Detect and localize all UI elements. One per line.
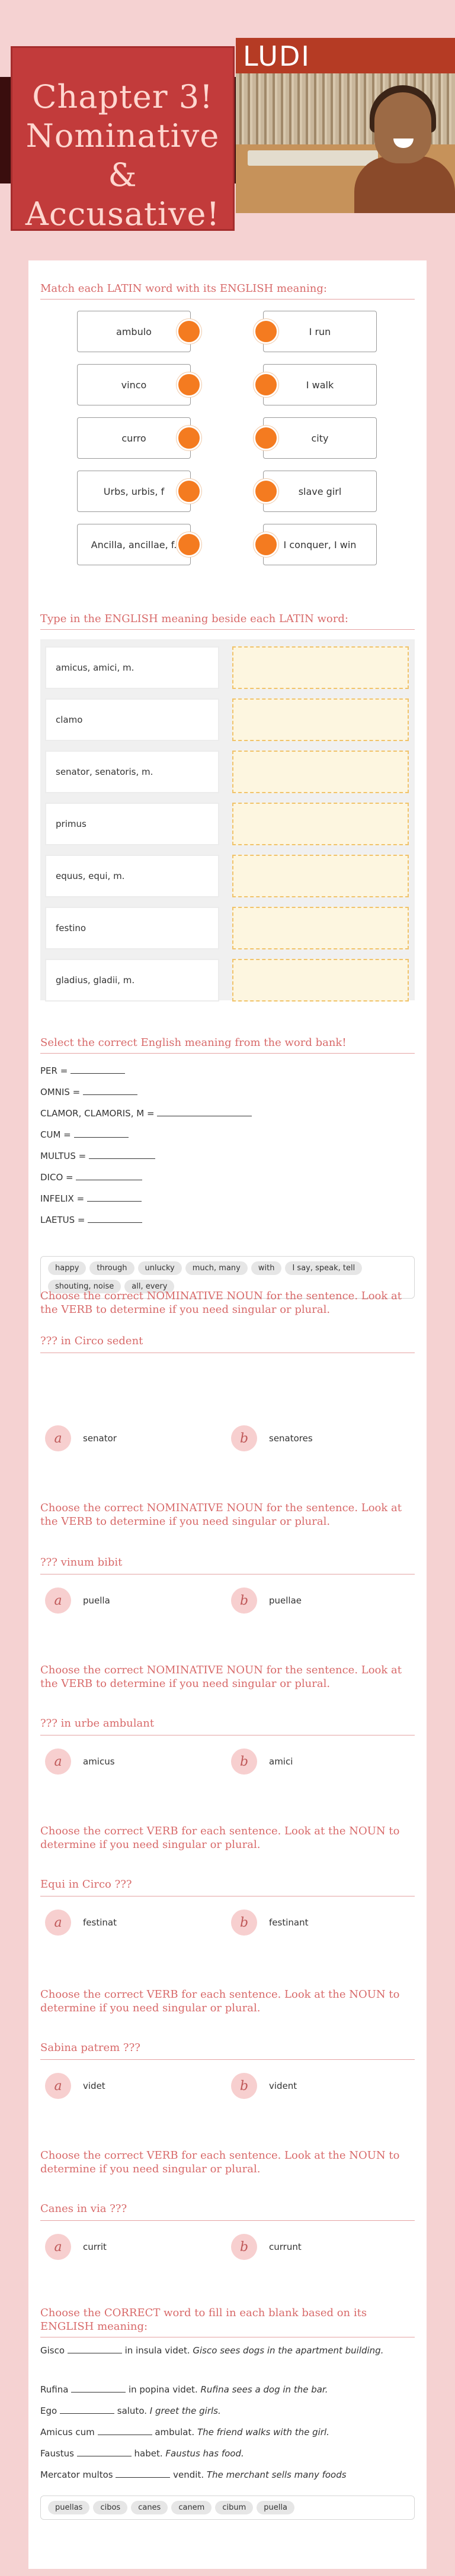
match-left-dot[interactable] <box>177 532 201 557</box>
fill-sentence <box>40 2403 415 2419</box>
question-instruction: Choose the correct NOMINATIVE NOUN for the sentence. Look at the VERB to determine if you need singular or plural. <box>40 1290 402 1316</box>
section-wordbank-title: Select the correct English meaning from the word bank! <box>40 1036 415 1054</box>
question-instruction: Choose the correct NOMINATIVE NOUN for the sentence. Look at the VERB to determine if you need singular or plural. <box>40 1664 402 1690</box>
option-a[interactable] <box>45 1749 115 1775</box>
type-latin-word: gladius, gladii, m. <box>45 959 219 1002</box>
option-a-badge: a <box>45 1588 71 1614</box>
fill-english: The friend walks with the girl. <box>197 2427 329 2437</box>
fill-word-chip[interactable]: puellas <box>48 2501 89 2514</box>
option-b[interactable] <box>231 1910 308 1936</box>
question-instruction: Choose the correct VERB for each sentence. Look at the NOUN to determine if you need singular or plural. <box>40 1825 400 1851</box>
match-right-dot[interactable] <box>254 426 278 450</box>
fill-sentence <box>40 2467 415 2482</box>
type-latin-word: primus <box>45 803 219 845</box>
type-answer-input[interactable] <box>232 803 409 845</box>
fill-pre: Rufina <box>40 2384 69 2395</box>
hero-spina <box>248 150 378 166</box>
fill-english: Rufina sees a dog in the bar. <box>200 2384 328 2395</box>
match-left-5[interactable]: Ancilla, ancillae, f. <box>77 524 191 565</box>
option-a-label: senator <box>83 1433 117 1444</box>
title-box <box>11 46 235 231</box>
word-chip[interactable]: I say, speak, tell <box>285 1261 362 1275</box>
page-title-line-2: Nominative <box>25 117 220 154</box>
option-a[interactable] <box>45 2234 107 2260</box>
fill-sentence <box>40 2382 415 2397</box>
wordbank-blank[interactable] <box>88 1222 142 1223</box>
match-right-3[interactable]: city <box>263 417 377 459</box>
wordbank-item-label: CUM = <box>40 1129 71 1140</box>
fill-english: The merchant sells many foods <box>206 2469 347 2480</box>
section-type-title: Type in the ENGLISH meaning beside each LATIN word: <box>40 612 415 630</box>
question-prompt: Canes in via ??? <box>40 2202 415 2221</box>
option-a-label: amicus <box>83 1756 115 1767</box>
fill-blank[interactable] <box>116 2477 170 2478</box>
option-a-badge: a <box>45 1425 71 1451</box>
page-title <box>12 78 233 234</box>
wordbank-blank[interactable] <box>83 1094 137 1095</box>
option-b-label: festinant <box>269 1917 309 1928</box>
match-right-2[interactable]: I walk <box>263 364 377 405</box>
wordbank-item-label: CLAMOR, CLAMORIS, M = <box>40 1108 155 1119</box>
fill-pre: Amicus cum <box>40 2427 95 2437</box>
option-b-badge: b <box>231 1910 257 1936</box>
section-match-title: Match each LATIN word with its ENGLISH meaning: <box>40 282 415 300</box>
option-b-badge: b <box>231 1749 257 1775</box>
match-right-4[interactable]: slave girl <box>263 471 377 512</box>
question-instruction: Choose the correct VERB for each sentence. Look at the NOUN to determine if you need singular or plural. <box>40 1988 400 2014</box>
hero-figure-head <box>374 92 431 163</box>
fill-english: Faustus has food. <box>165 2448 244 2459</box>
option-a-badge: a <box>45 1910 71 1936</box>
wordbank-item <box>40 1172 142 1183</box>
page-title-line-3: & Accusative! <box>25 156 220 233</box>
type-answer-input[interactable] <box>232 959 409 1002</box>
fill-english: Gisco sees dogs in the apartment building. <box>193 2345 384 2356</box>
fill-sentence <box>40 2343 415 2358</box>
fill-post: habet. <box>134 2448 163 2459</box>
word-chip[interactable]: through <box>89 1261 134 1275</box>
match-right-dot[interactable] <box>254 372 278 397</box>
fill-sentence <box>40 2446 415 2461</box>
wordbank-item-label: DICO = <box>40 1172 73 1183</box>
fill-pre: Gisco <box>40 2345 65 2356</box>
question-instruction: Choose the correct VERB for each sentence. Look at the NOUN to determine if you need singular or plural. <box>40 2149 400 2175</box>
match-right-5[interactable]: I conquer, I win <box>263 524 377 565</box>
option-a[interactable] <box>45 1425 117 1451</box>
fill-pre: Faustus <box>40 2448 74 2459</box>
wordbank-item-label: LAETUS = <box>40 1215 85 1225</box>
type-latin-word: festino <box>45 907 219 949</box>
section-fill-title: Choose the CORRECT word to fill in each blank based on its ENGLISH meaning: <box>40 2306 415 2337</box>
word-chip[interactable]: happy <box>48 1261 86 1275</box>
fill-word-bank <box>40 2496 415 2520</box>
question-prompt: ??? in Circo sedent <box>40 1334 415 1353</box>
option-b-badge: b <box>231 2073 257 2099</box>
question-prompt: Equi in Circo ??? <box>40 1878 415 1896</box>
option-a-badge: a <box>45 2234 71 2260</box>
wordbank-item <box>40 1087 137 1097</box>
type-latin-word: amicus, amici, m. <box>45 646 219 689</box>
fill-word-chip[interactable]: canes <box>131 2501 168 2514</box>
match-left-3[interactable]: curro <box>77 417 191 459</box>
fill-post: in insula videt. <box>124 2345 190 2356</box>
fill-word-chip[interactable]: puella <box>257 2501 294 2514</box>
wordbank-item-label: INFELIX = <box>40 1193 85 1204</box>
wordbank-blank[interactable] <box>74 1137 129 1138</box>
fill-blank[interactable] <box>71 2392 126 2393</box>
option-b[interactable] <box>231 2073 297 2099</box>
match-left-4[interactable]: Urbs, urbis, f <box>77 471 191 512</box>
question-prompt: Sabina patrem ??? <box>40 2041 415 2060</box>
option-b[interactable] <box>231 1588 302 1614</box>
match-right-dot[interactable] <box>254 532 278 557</box>
wordbank-item <box>40 1065 125 1076</box>
option-b-badge: b <box>231 1588 257 1614</box>
fill-blank[interactable] <box>60 2413 114 2414</box>
fill-word-chip[interactable]: cibos <box>93 2501 127 2514</box>
question-prompt: ??? vinum bibit <box>40 1556 415 1574</box>
wordbank-item <box>40 1193 142 1204</box>
option-b-badge: b <box>231 1425 257 1451</box>
fill-word-chip[interactable]: canem <box>171 2501 212 2514</box>
option-a-label: currit <box>83 2242 107 2252</box>
wordbank-item-label: MULTUS = <box>40 1151 86 1161</box>
wordbank-item <box>40 1129 129 1140</box>
match-right-dot[interactable] <box>254 479 278 504</box>
wordbank-item-label: PER = <box>40 1065 68 1076</box>
match-left-dot[interactable] <box>177 479 201 504</box>
type-latin-word: clamo <box>45 698 219 741</box>
option-a[interactable] <box>45 1910 117 1936</box>
fill-post: saluto. <box>117 2406 147 2416</box>
hero-image <box>236 38 455 213</box>
worksheet-card <box>28 260 427 2569</box>
type-answer-input[interactable] <box>232 698 409 741</box>
word-chip[interactable]: shouting, noise <box>48 1280 121 1293</box>
option-b[interactable] <box>231 2234 302 2260</box>
type-answer-input[interactable] <box>232 751 409 793</box>
fill-post: vendit. <box>173 2469 204 2480</box>
option-a-label: festinat <box>83 1917 117 1928</box>
word-chip[interactable]: all, every <box>124 1280 174 1293</box>
wordbank-item <box>40 1151 155 1161</box>
option-b-label: currunt <box>269 2242 302 2252</box>
option-b-label: vident <box>269 2081 297 2091</box>
match-left-1[interactable]: ambulo <box>77 311 191 352</box>
word-chip[interactable]: with <box>251 1261 282 1275</box>
question-instruction: Choose the correct NOMINATIVE NOUN for the sentence. Look at the VERB to determine if you need singular or plural. <box>40 1502 402 1528</box>
option-b-label: amici <box>269 1756 293 1767</box>
fill-pre: Ego <box>40 2406 57 2416</box>
option-a[interactable] <box>45 2073 105 2099</box>
option-b-label: puellae <box>269 1595 302 1606</box>
type-latin-word: equus, equi, m. <box>45 855 219 897</box>
option-a-badge: a <box>45 2073 71 2099</box>
match-right-dot[interactable] <box>254 319 278 344</box>
fill-word-chip[interactable]: cibum <box>215 2501 253 2514</box>
type-latin-word: senator, senatoris, m. <box>45 751 219 793</box>
match-left-dot[interactable] <box>177 319 201 344</box>
wordbank-blank[interactable] <box>87 1201 142 1202</box>
match-left-2[interactable]: vinco <box>77 364 191 405</box>
option-b[interactable] <box>231 1425 313 1451</box>
word-chip[interactable]: much, many <box>185 1261 248 1275</box>
wordbank-blank[interactable] <box>89 1158 155 1159</box>
type-answer-input[interactable] <box>232 646 409 689</box>
option-a-badge: a <box>45 1749 71 1775</box>
page-title-line-1: Chapter 3! <box>32 78 213 115</box>
wordbank-item <box>40 1215 142 1225</box>
wordbank-item <box>40 1108 252 1119</box>
fill-post: in popina videt. <box>128 2384 198 2395</box>
hero-figure-body <box>354 156 455 213</box>
option-b-label: senatores <box>269 1433 313 1444</box>
type-answer-input[interactable] <box>232 855 409 897</box>
option-b[interactable] <box>231 1749 293 1775</box>
option-a[interactable] <box>45 1588 110 1614</box>
question-prompt: ??? in urbe ambulant <box>40 1717 415 1735</box>
match-left-dot[interactable] <box>177 372 201 397</box>
fill-pre: Mercator multos <box>40 2469 113 2480</box>
option-a-label: videt <box>83 2081 105 2091</box>
option-a-label: puella <box>83 1595 110 1606</box>
match-left-dot[interactable] <box>177 426 201 450</box>
word-chip[interactable]: unlucky <box>138 1261 182 1275</box>
option-b-badge: b <box>231 2234 257 2260</box>
hero-banner <box>236 38 455 73</box>
fill-english: I greet the girls. <box>149 2406 221 2416</box>
type-answer-input[interactable] <box>232 907 409 949</box>
fill-sentence <box>40 2424 415 2440</box>
fill-post: ambulat. <box>155 2427 195 2437</box>
wordbank-blank[interactable] <box>71 1073 125 1074</box>
wordbank-item-label: OMNIS = <box>40 1087 81 1097</box>
match-right-1[interactable]: I run <box>263 311 377 352</box>
hero-banner-label: LUDI <box>243 40 310 72</box>
